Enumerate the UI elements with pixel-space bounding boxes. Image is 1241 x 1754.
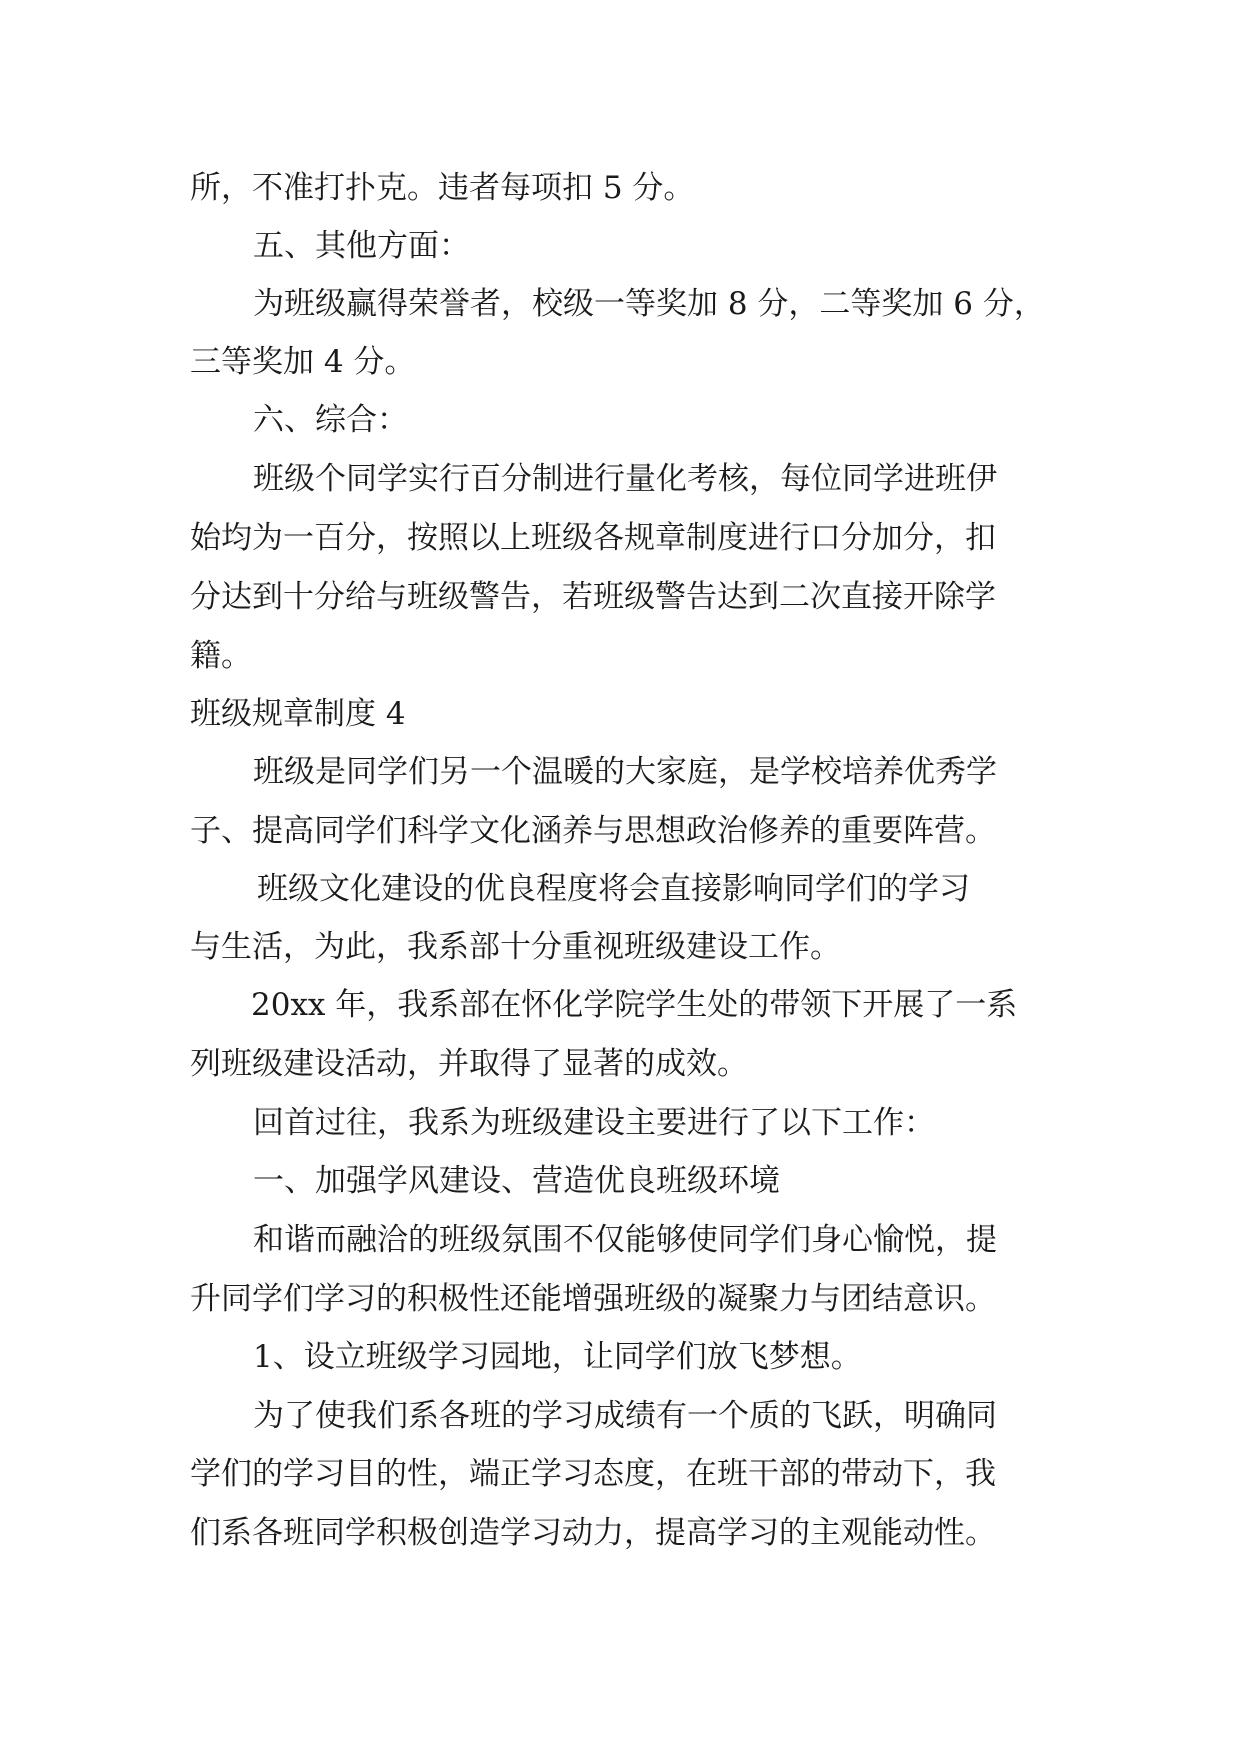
text-line: 与生活，为此，我系部十分重视班级建设工作。 xyxy=(190,929,841,965)
text-line: 三等奖加 4 分。 xyxy=(190,344,416,380)
text-line: 班级个同学实行百分制进行量化考核，每位同学进班伊 xyxy=(253,461,997,497)
text-line: 为了使我们系各班的学习成绩有一个质的飞跃，明确同 xyxy=(253,1398,997,1434)
document-heading: 班级规章制度 4 xyxy=(190,696,406,732)
text-line: 20xx 年，我系部在怀化学院学生处的带领下开展了一系 xyxy=(251,987,1018,1023)
text-line: 为班级赢得荣誉者，校级一等奖加 8 分，二等奖加 6 分， xyxy=(253,286,1045,322)
text-line: 回首过往，我系为班级建设主要进行了以下工作： xyxy=(253,1105,935,1141)
text-line: 列班级建设活动，并取得了显著的成效。 xyxy=(190,1046,748,1082)
list-item: 1、设立班级学习园地，让同学们放飞梦想。 xyxy=(253,1339,862,1375)
text-line: 和谐而融洽的班级氛围不仅能够使同学们身心愉悦，提 xyxy=(253,1222,997,1258)
section-heading: 一、加强学风建设、营造优良班级环境 xyxy=(253,1163,780,1199)
text-line: 学们的学习目的性，端正学习态度，在班干部的带动下，我 xyxy=(190,1456,996,1492)
text-line: 籍。 xyxy=(190,638,252,674)
text-line: 分达到十分给与班级警告，若班级警告达到二次直接开除学 xyxy=(190,579,996,615)
text-line: 升同学们学习的积极性还能增强班级的凝聚力与团结意识。 xyxy=(190,1281,996,1317)
text-line: 班级是同学们另一个温暖的大家庭，是学校培养优秀学 xyxy=(253,754,997,790)
text-line: 班级文化建设的优良程度将会直接影响同学们的学习 xyxy=(257,871,970,907)
section-heading: 六、综合： xyxy=(253,402,408,438)
text-line: 始均为一百分，按照以上班级各规章制度进行口分加分，扣 xyxy=(190,520,996,556)
text-line: 所，不准打扑克。违者每项扣 5 分。 xyxy=(190,170,695,206)
text-line: 们系各班同学积极创造学习动力，提高学习的主观能动性。 xyxy=(190,1515,996,1551)
text-line: 子、提高同学们科学文化涵养与思想政治修养的重要阵营。 xyxy=(190,813,996,849)
section-heading: 五、其他方面： xyxy=(253,228,470,264)
